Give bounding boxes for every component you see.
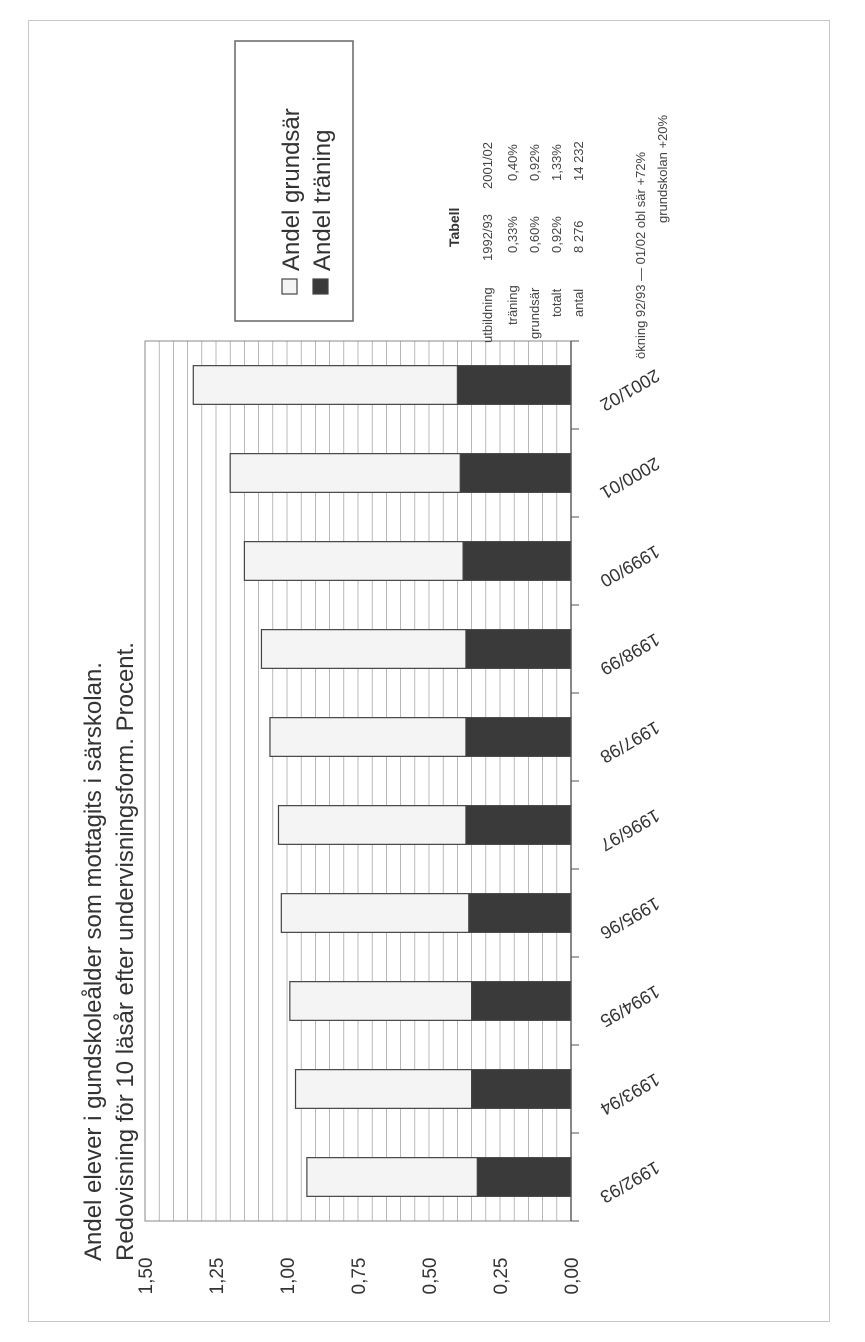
- value-tick-label: 0,25: [491, 1257, 512, 1295]
- table-header-col2: 1992/93: [480, 214, 495, 261]
- table-row-traning-label: träning: [505, 285, 520, 325]
- legend-swatch-grundsar: [282, 279, 297, 294]
- table-header-col3: 2001/02: [480, 142, 495, 189]
- category-label: 1998/99: [596, 629, 664, 680]
- category-label: 1999/00: [596, 541, 664, 592]
- bar-segment-grundsar: [278, 806, 465, 845]
- bar-segment-grundsar: [296, 1070, 472, 1109]
- table-header-col1: utbildning: [480, 287, 495, 343]
- category-label: 2001/02: [596, 365, 664, 416]
- legend-label-grundsar: Andel grundsär: [278, 108, 305, 271]
- chart-frame: [28, 20, 830, 1322]
- value-tick-label: 0,75: [349, 1257, 370, 1295]
- table-row-antal-v2: 14 232: [571, 141, 586, 181]
- bar-segment-grundsar: [261, 630, 465, 669]
- value-tick-labels: [136, 1258, 583, 1295]
- table-row-grundsar-v1: 0,60%: [527, 216, 542, 253]
- bar-segment-grundsar: [270, 718, 466, 757]
- bar-segment-traning: [463, 542, 571, 581]
- bar-segment-traning: [477, 1158, 571, 1197]
- legend-label-traning: Andel träning: [309, 129, 336, 271]
- value-tick-label: 1,00: [278, 1257, 299, 1295]
- bar-segment-traning: [457, 366, 571, 405]
- chart-subtitle: Redovisning för 10 läsår efter undervisningsform. Procent.: [112, 642, 139, 1261]
- data-table: [446, 115, 670, 359]
- chart-title: Andel elever i gundskoleålder som mottagits i särskolan.: [80, 662, 107, 1261]
- value-tick-label: 0,00: [562, 1257, 583, 1295]
- bar-segment-grundsar: [281, 894, 468, 933]
- value-tick-label: 1,25: [207, 1257, 228, 1295]
- table-row-traning-v2: 0,40%: [505, 144, 520, 181]
- bar-segment-traning: [466, 718, 571, 757]
- table-row-antal-label: antal: [571, 288, 586, 317]
- table-row-grundsar-v2: 0,92%: [527, 144, 542, 181]
- table-title: Tabell: [446, 207, 462, 247]
- bar-segment-traning: [469, 894, 571, 933]
- legend-swatch-traning: [313, 279, 328, 294]
- category-label: 1996/97: [596, 805, 664, 856]
- bar-segment-traning: [472, 982, 571, 1021]
- table-row-antal-v1: 8 276: [571, 220, 586, 253]
- stacked-bar-chart: [29, 21, 829, 1321]
- axes: [571, 341, 579, 1221]
- table-row-totalt-v1: 0,92%: [549, 216, 564, 253]
- bar-segment-grundsar: [244, 542, 463, 581]
- value-tick-label: 1,50: [136, 1257, 157, 1295]
- category-label: 1993/94: [596, 1069, 664, 1120]
- bar-segment-traning: [472, 1070, 571, 1109]
- value-tick-label: 0,50: [420, 1257, 441, 1295]
- bar-segment-grundsar: [307, 1158, 477, 1197]
- table-note-increase: ökning 92/93 — 01/02 obl sär +72%: [633, 151, 648, 359]
- table-row-grundsar-label: grundsär: [527, 287, 542, 339]
- bar-segment-traning: [466, 630, 571, 669]
- category-label: 1995/96: [596, 893, 664, 944]
- category-label: 1997/98: [596, 717, 664, 768]
- bar-segment-traning: [466, 806, 571, 845]
- bar-segment-grundsar: [193, 366, 457, 405]
- table-row-traning-v1: 0,33%: [505, 216, 520, 253]
- bar-segment-grundsar: [290, 982, 472, 1021]
- category-label: 1992/93: [596, 1157, 664, 1208]
- bar-segment-traning: [460, 454, 571, 493]
- table-row-totalt-v2: 1,33%: [549, 144, 564, 181]
- category-label: 2000/01: [596, 453, 664, 504]
- bar-segment-grundsar: [230, 454, 460, 493]
- category-labels: [597, 365, 663, 1207]
- table-row-totalt-label: totalt: [549, 288, 564, 317]
- legend: [235, 41, 353, 321]
- category-label: 1994/95: [596, 981, 664, 1032]
- table-note-grundskolan: grundskolan +20%: [655, 114, 670, 223]
